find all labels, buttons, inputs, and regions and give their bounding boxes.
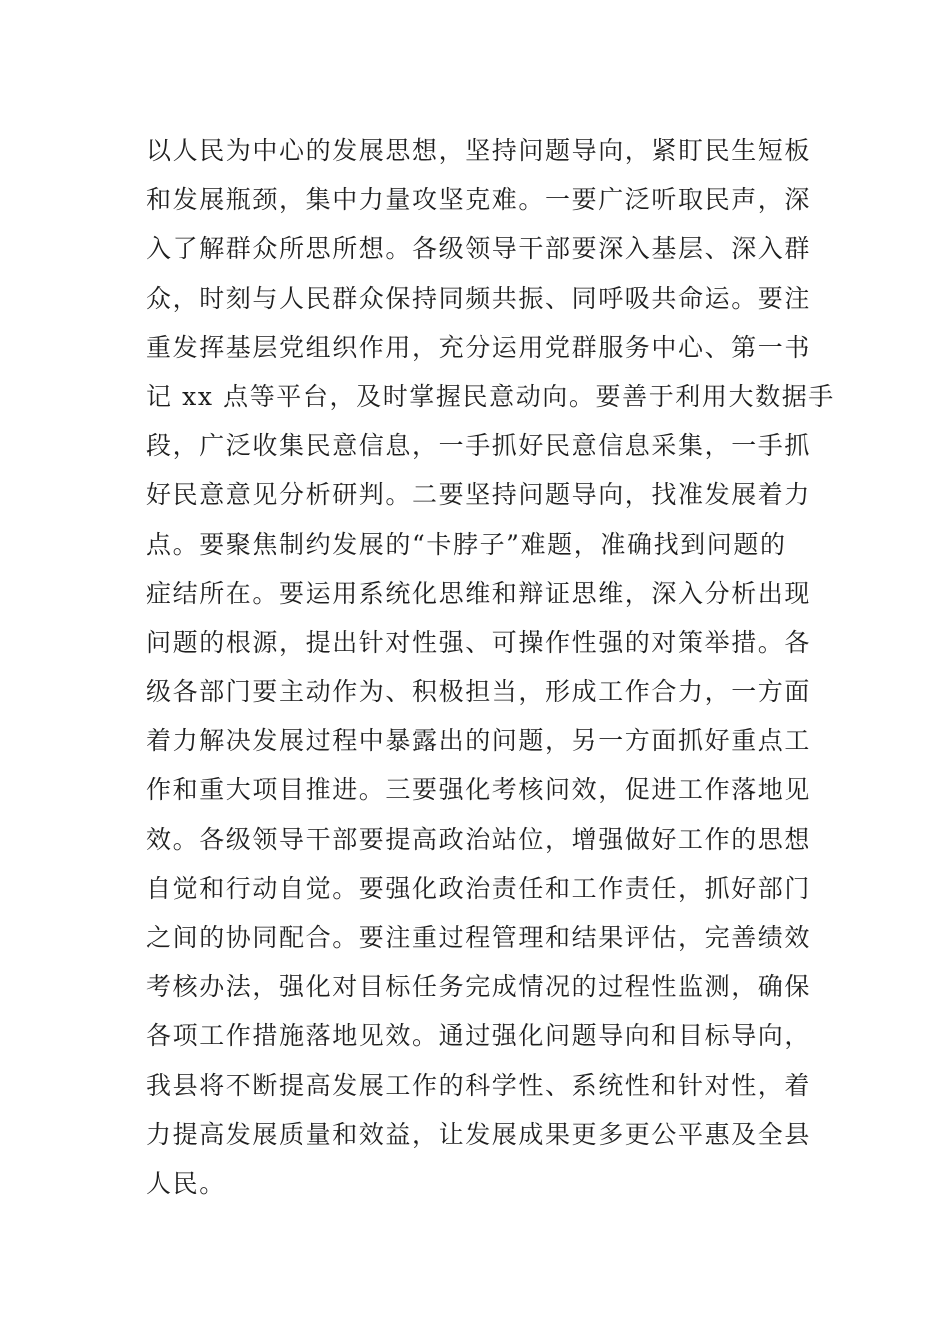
text-line: 效。各级领导干部要提高政治站位，增强做好工作的思想: [146, 824, 812, 854]
text-line: 着力解决发展过程中暴露出的问题，另一方面抓好重点工: [146, 726, 812, 756]
text-line: 好民意意见分析研判。二要坚持问题导向，找准发展着力: [146, 480, 812, 510]
text-line: 症结所在。要运用系统化思维和辩证思维，深入分析出现: [146, 578, 812, 608]
text-line: 众，时刻与人民群众保持同频共振、同呼吸共命运。要注: [146, 283, 812, 313]
body-paragraph: [146, 126, 835, 1208]
text-line: 自觉和行动自觉。要强化政治责任和工作责任，抓好部门: [146, 873, 812, 903]
text-line: 人民。: [146, 1168, 226, 1198]
text-line: 问题的根源，提出针对性强、可操作性强的对策举措。各: [146, 627, 812, 657]
text-line: 之间的协同配合。要注重过程管理和结果评估，完善绩效: [146, 923, 812, 952]
text-line: 作和重大项目推进。三要强化考核问效，促进工作落地见: [146, 775, 812, 805]
text-line: 和发展瓶颈，集中力量攻坚克难。一要广泛听取民声，深: [146, 185, 812, 215]
text-line: 以人民为中心的发展思想，坚持问题导向，紧盯民生短板: [146, 136, 812, 165]
text-line: 各项工作措施落地见效。通过强化问题导向和目标导向，: [146, 1021, 812, 1051]
text-line: 入了解群众所思所想。各级领导干部要深入基层、深入群: [146, 234, 812, 264]
text-line: 点。要聚焦制约发展的“卡脖子”难题，准确找到问题的: [146, 529, 787, 559]
text-line: 考核办法，强化对目标任务完成情况的过程性监测，确保: [146, 972, 812, 1002]
text-line: 段，广泛收集民意信息，一手抓好民意信息采集，一手抓: [146, 431, 812, 461]
text-line: 级各部门要主动作为、积极担当，形成工作合力，一方面: [146, 677, 812, 707]
text-line: 我县将不断提高发展工作的科学性、系统性和针对性，着: [146, 1070, 812, 1100]
text-line: 重发挥基层党组织作用，充分运用党群服务中心、第一书: [146, 332, 812, 362]
text-line: 记 xx 点等平台，及时掌握民意动向。要善于利用大数据手: [146, 381, 835, 411]
text-line: 力提高发展质量和效益，让发展成果更多更公平惠及全县: [146, 1119, 812, 1149]
